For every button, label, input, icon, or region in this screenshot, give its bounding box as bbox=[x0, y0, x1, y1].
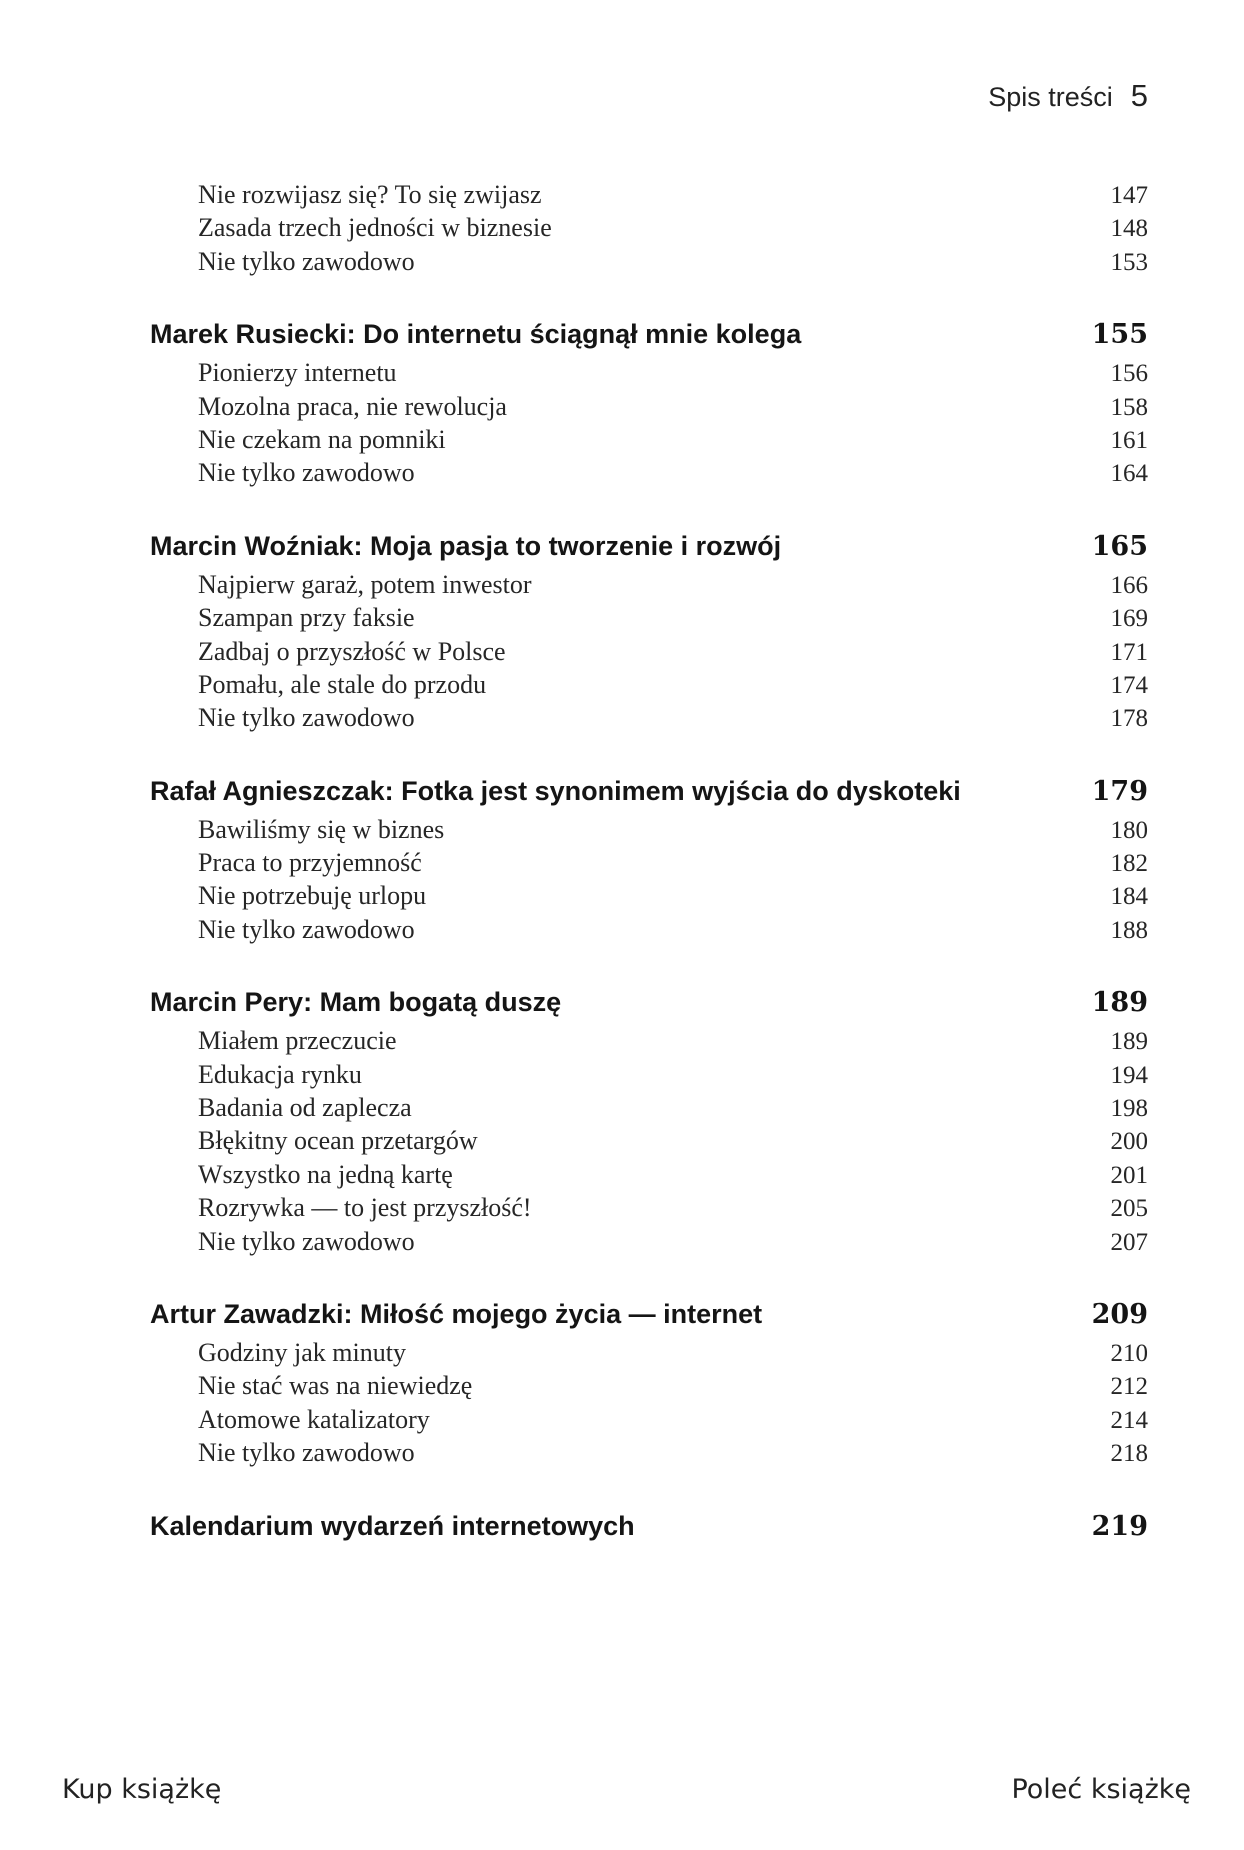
toc-section-entry[interactable] bbox=[150, 603, 1148, 636]
toc-chapter-entry-title: Marek Rusiecki: Do internetu ściągnął mnie kolega bbox=[150, 319, 802, 350]
toc-section-entry-title: Bawiliśmy się w biznes bbox=[198, 814, 445, 844]
toc-section-entry-page-number: 153 bbox=[1110, 248, 1148, 276]
toc-section-entry[interactable] bbox=[150, 637, 1148, 670]
toc-section-entry-title: Nie stać was na niewiedzę bbox=[198, 1371, 473, 1401]
toc-section-entry-title: Nie potrzebuję urlopu bbox=[198, 881, 427, 911]
toc-section-entry-page-number: 210 bbox=[1110, 1339, 1148, 1367]
toc-chapter-entry[interactable] bbox=[150, 987, 1148, 1026]
toc-section-entry-page-number: 156 bbox=[1110, 360, 1148, 388]
toc-section-entry[interactable] bbox=[150, 1026, 1148, 1059]
toc-section-entry-title: Zadbaj o przyszłość w Polsce bbox=[198, 636, 506, 666]
toc-section-entry-page-number: 180 bbox=[1110, 816, 1148, 844]
table-of-contents bbox=[150, 0, 1148, 1550]
lead-sections-group bbox=[150, 180, 1148, 280]
toc-section-entry-title: Nie tylko zawodowo bbox=[198, 914, 415, 944]
toc-section-entry[interactable] bbox=[150, 915, 1148, 948]
toc-chapter-entry-title: Kalendarium wydarzeń internetowych bbox=[150, 1510, 635, 1541]
toc-section-entry-page-number: 214 bbox=[1110, 1406, 1148, 1434]
toc-section-entry[interactable] bbox=[150, 1126, 1148, 1159]
toc-section-entry[interactable] bbox=[150, 848, 1148, 881]
chapter-group bbox=[150, 319, 1148, 492]
toc-section-entry[interactable] bbox=[150, 1371, 1148, 1404]
toc-section-entry-title: Godziny jak minuty bbox=[198, 1337, 406, 1367]
toc-section-entry-page-number: 182 bbox=[1110, 850, 1148, 878]
recommend-book-link[interactable]: Poleć książkę bbox=[1011, 1774, 1191, 1805]
chapter-group bbox=[150, 1299, 1148, 1472]
page-number: 5 bbox=[1130, 78, 1148, 113]
toc-chapter-entry[interactable] bbox=[150, 1299, 1148, 1338]
toc-section-entry-page-number: 200 bbox=[1110, 1128, 1148, 1156]
toc-chapter-entry-page-number: 209 bbox=[1091, 1298, 1148, 1330]
toc-section-entry-page-number: 158 bbox=[1110, 393, 1148, 421]
toc-section-entry-page-number: 198 bbox=[1110, 1095, 1148, 1123]
toc-section-entry-title: Nie tylko zawodowo bbox=[198, 1226, 415, 1256]
toc-section-entry[interactable] bbox=[150, 392, 1148, 425]
toc-section-entry-title: Nie tylko zawodowo bbox=[198, 1438, 415, 1468]
toc-section-entry-page-number: 184 bbox=[1110, 883, 1148, 911]
toc-section-entry-page-number: 161 bbox=[1110, 426, 1148, 454]
toc-section-entry-title: Nie czekam na pomniki bbox=[198, 424, 446, 454]
toc-section-entry-page-number: 188 bbox=[1110, 916, 1148, 944]
toc-chapter-entry[interactable] bbox=[150, 1511, 1148, 1550]
toc-chapter-entry-title: Marcin Woźniak: Moja pasja to tworzenie i rozwój bbox=[150, 530, 782, 561]
chapter-group bbox=[150, 531, 1148, 737]
toc-section-entry[interactable] bbox=[150, 815, 1148, 848]
toc-section-entry-title: Najpierw garaż, potem inwestor bbox=[198, 569, 532, 599]
toc-section-entry-title: Wszystko na jedną kartę bbox=[198, 1159, 453, 1189]
toc-section-entry-page-number: 169 bbox=[1110, 605, 1148, 633]
toc-chapter-entry-page-number: 155 bbox=[1091, 319, 1148, 351]
toc-section-entry[interactable] bbox=[150, 1227, 1148, 1260]
toc-section-entry-title: Błękitny ocean przetargów bbox=[198, 1126, 478, 1156]
toc-section-entry-page-number: 166 bbox=[1110, 571, 1148, 599]
toc-section-entry-title: Praca to przyjemność bbox=[198, 848, 422, 878]
toc-chapter-entry-page-number: 219 bbox=[1091, 1510, 1148, 1542]
running-head-title: Spis treści bbox=[988, 82, 1113, 112]
toc-section-entry-page-number: 148 bbox=[1110, 215, 1148, 243]
toc-chapter-entry-title: Marcin Pery: Mam bogatą duszę bbox=[150, 987, 562, 1018]
chapter-group bbox=[150, 1511, 1148, 1550]
toc-section-entry-page-number: 207 bbox=[1110, 1228, 1148, 1256]
toc-section-entry-page-number: 201 bbox=[1110, 1161, 1148, 1189]
toc-section-entry[interactable] bbox=[150, 180, 1148, 213]
toc-section-entry-page-number: 194 bbox=[1110, 1061, 1148, 1089]
toc-section-entry[interactable] bbox=[150, 458, 1148, 491]
toc-section-entry[interactable] bbox=[150, 1193, 1148, 1226]
toc-chapter-entry[interactable] bbox=[150, 319, 1148, 358]
toc-chapter-entry-title: Artur Zawadzki: Miłość mojego życia — internet bbox=[150, 1298, 763, 1329]
toc-chapter-entry-page-number: 165 bbox=[1091, 530, 1148, 562]
toc-section-entry[interactable] bbox=[150, 881, 1148, 914]
toc-section-entry-title: Zasada trzech jedności w biznesie bbox=[198, 213, 552, 243]
toc-section-entry-page-number: 171 bbox=[1110, 638, 1148, 666]
toc-section-entry[interactable] bbox=[150, 358, 1148, 391]
toc-section-entry-page-number: 147 bbox=[1110, 182, 1148, 209]
buy-book-link[interactable]: Kup książkę bbox=[62, 1774, 222, 1805]
toc-chapter-entry[interactable] bbox=[150, 776, 1148, 815]
toc-chapter-entry-title: Rafał Agnieszczak: Fotka jest synonimem wyjścia do dyskoteki bbox=[150, 775, 961, 806]
toc-chapter-entry-page-number: 189 bbox=[1091, 987, 1148, 1019]
toc-section-entry[interactable] bbox=[150, 670, 1148, 703]
toc-section-entry-page-number: 205 bbox=[1110, 1195, 1148, 1223]
toc-chapter-entry-page-number: 179 bbox=[1091, 775, 1148, 807]
toc-section-entry[interactable] bbox=[150, 425, 1148, 458]
toc-section-entry[interactable] bbox=[150, 1093, 1148, 1126]
toc-section-entry-page-number: 174 bbox=[1110, 671, 1148, 699]
toc-section-entry-title: Miałem przeczucie bbox=[198, 1026, 397, 1056]
toc-section-entry-title: Edukacja rynku bbox=[198, 1059, 362, 1089]
toc-section-entry[interactable] bbox=[150, 570, 1148, 603]
toc-section-entry[interactable] bbox=[150, 1438, 1148, 1471]
toc-section-entry-page-number: 164 bbox=[1110, 460, 1148, 488]
toc-section-entry[interactable] bbox=[150, 213, 1148, 246]
toc-section-entry-title: Nie tylko zawodowo bbox=[198, 703, 415, 733]
toc-section-entry-title: Atomowe katalizatory bbox=[198, 1404, 430, 1434]
chapter-group bbox=[150, 776, 1148, 949]
toc-section-entry[interactable] bbox=[150, 1160, 1148, 1193]
toc-section-entry[interactable] bbox=[150, 1405, 1148, 1438]
toc-section-entry-title: Nie rozwijasz się? To się zwijasz bbox=[198, 180, 542, 209]
toc-section-entry[interactable] bbox=[150, 703, 1148, 736]
toc-section-entry-title: Pionierzy internetu bbox=[198, 358, 397, 388]
toc-section-entry[interactable] bbox=[150, 1060, 1148, 1093]
toc-section-entry-title: Nie tylko zawodowo bbox=[198, 246, 415, 276]
toc-section-entry-page-number: 189 bbox=[1110, 1028, 1148, 1056]
chapter-group bbox=[150, 987, 1148, 1260]
toc-section-entry-title: Pomału, ale stale do przodu bbox=[198, 669, 487, 699]
toc-section-entry[interactable] bbox=[150, 247, 1148, 280]
toc-section-entry-page-number: 212 bbox=[1110, 1373, 1148, 1401]
toc-chapter-entry[interactable] bbox=[150, 531, 1148, 570]
toc-section-entry-page-number: 218 bbox=[1110, 1440, 1148, 1468]
toc-section-entry-title: Nie tylko zawodowo bbox=[198, 458, 415, 488]
toc-section-entry-title: Rozrywka — to jest przyszłość! bbox=[198, 1193, 532, 1223]
toc-section-entry-title: Mozolna praca, nie rewolucja bbox=[198, 391, 507, 421]
toc-section-entry[interactable] bbox=[150, 1338, 1148, 1371]
toc-section-entry-title: Szampan przy faksie bbox=[198, 603, 415, 633]
toc-section-entry-title: Badania od zaplecza bbox=[198, 1093, 412, 1123]
toc-section-entry-page-number: 178 bbox=[1110, 705, 1148, 733]
